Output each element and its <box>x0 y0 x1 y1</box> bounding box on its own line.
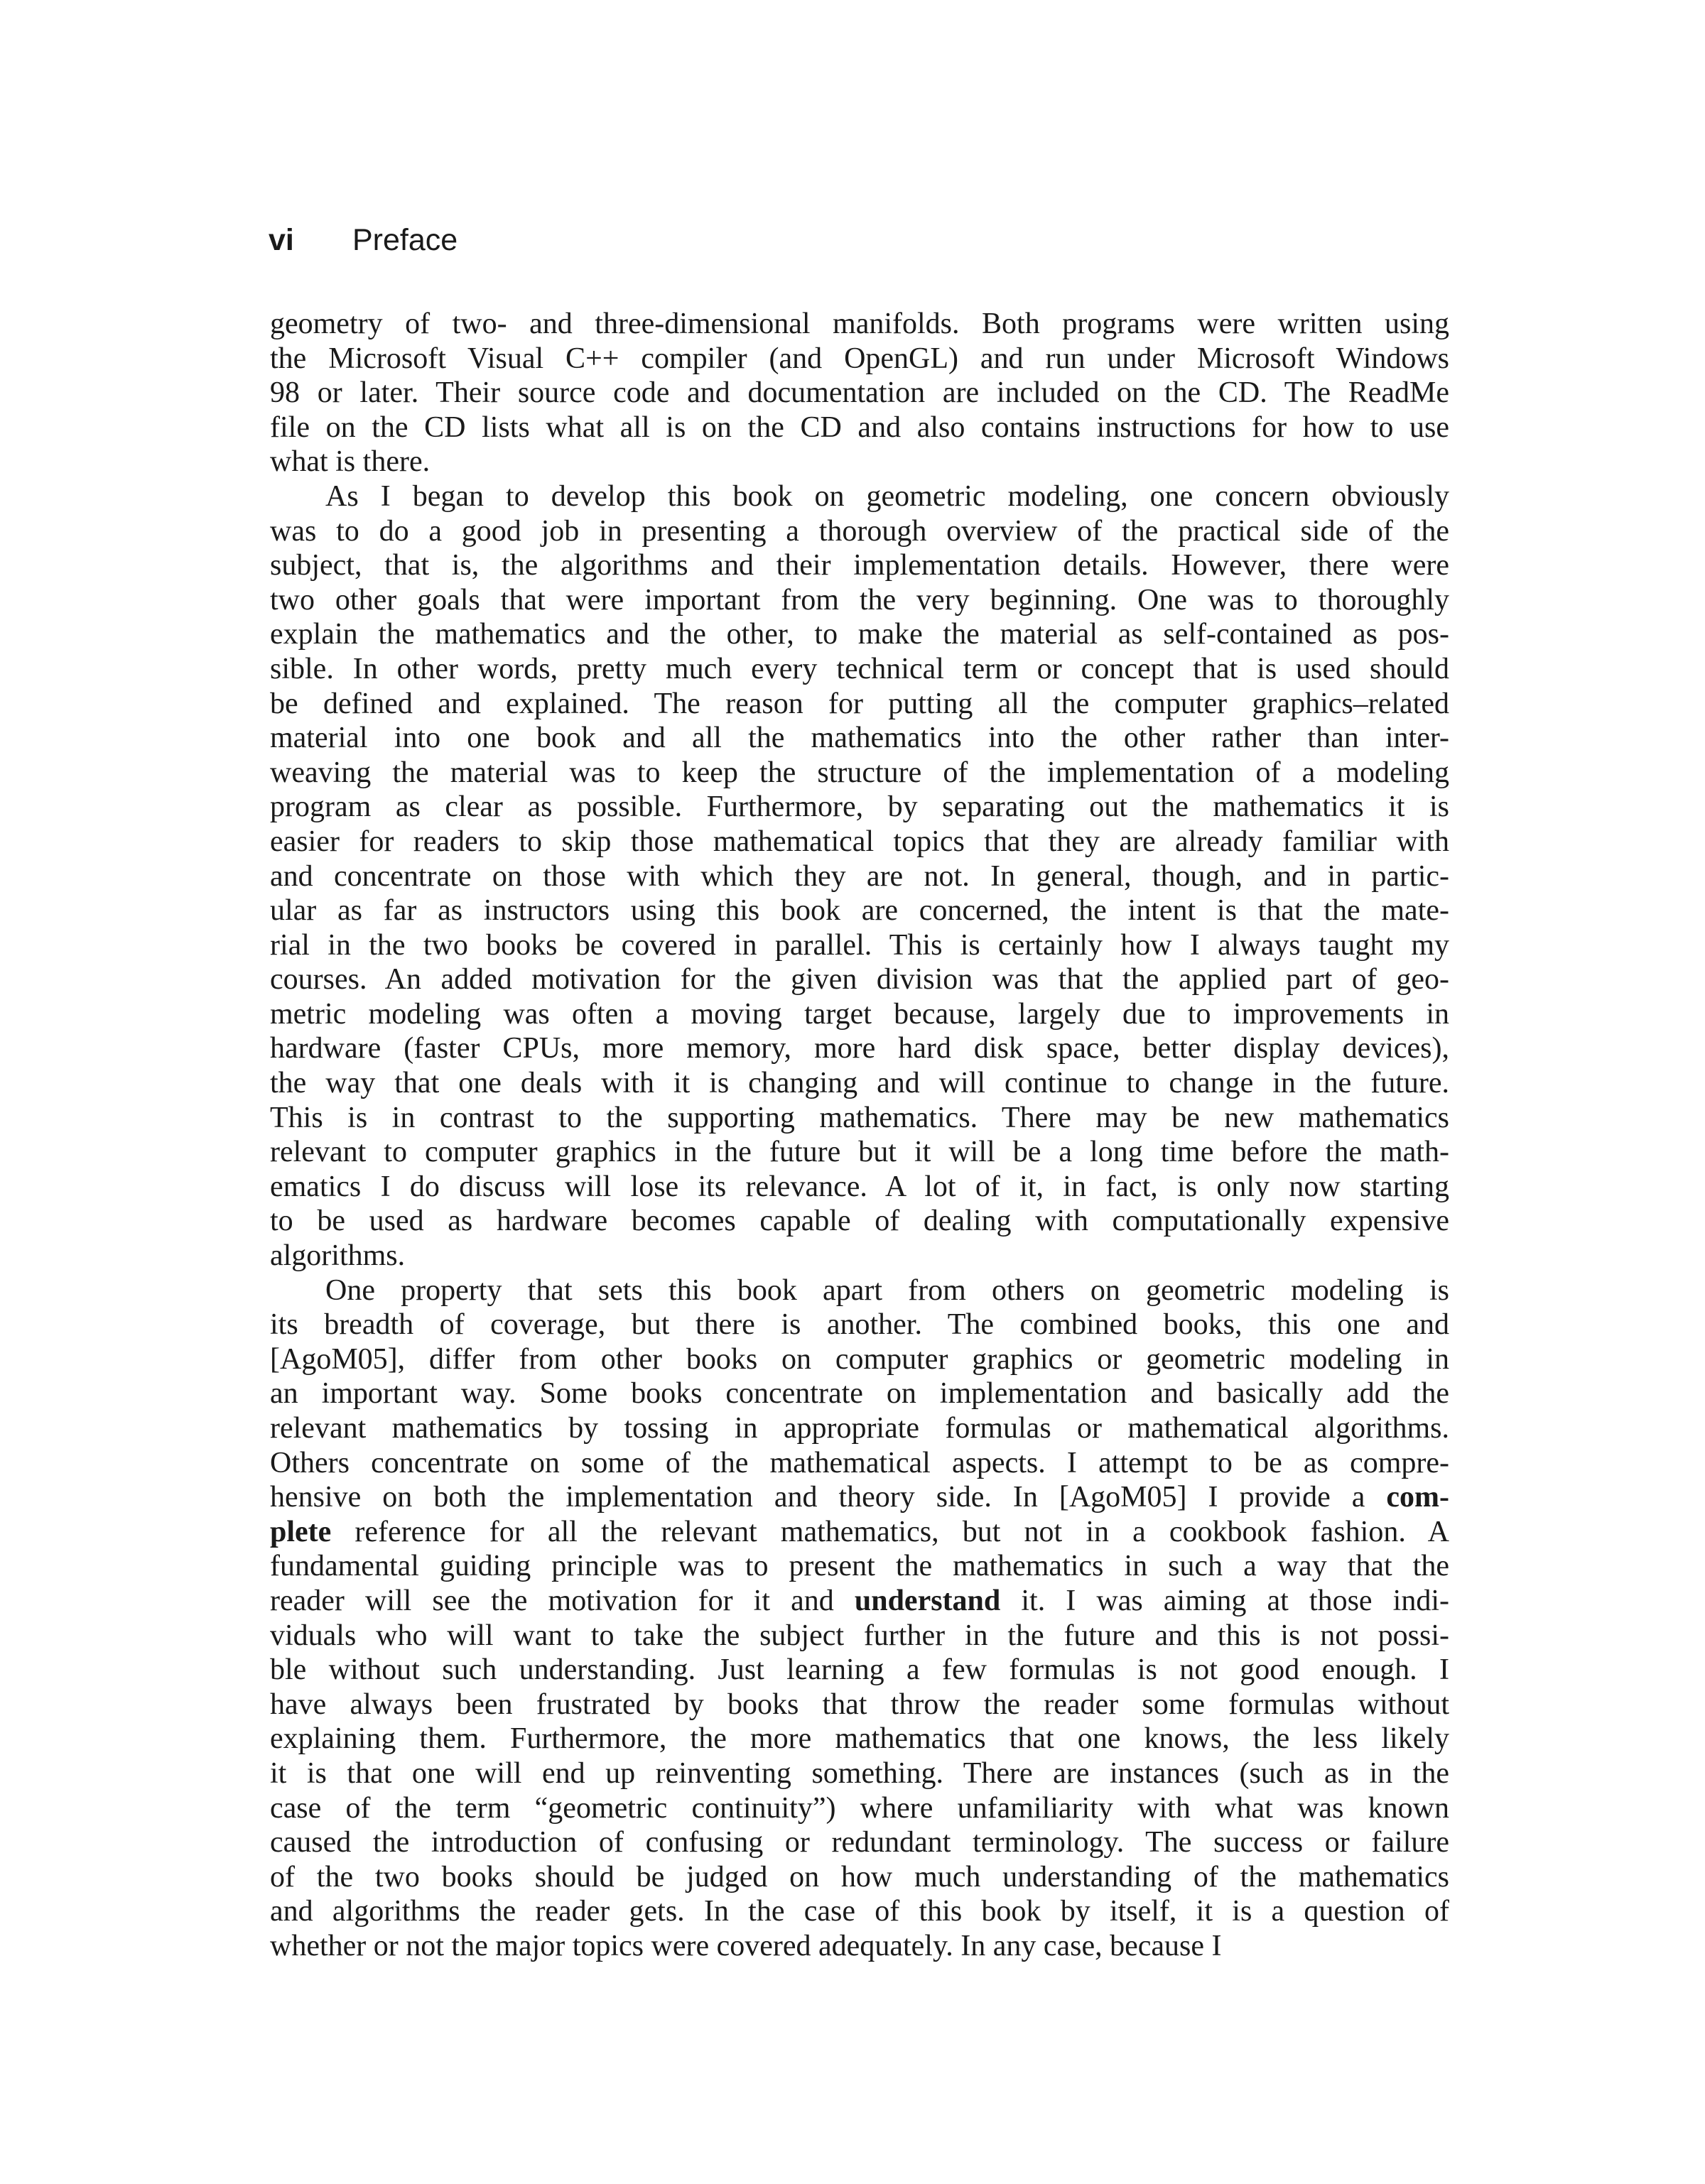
text-run: One property that sets this book apart from others on geometric modeling is <box>325 1273 1449 1307</box>
text-run: two other goals that were important from the very beginning. One was to thoroughly <box>270 583 1449 616</box>
bold-text-run: plete <box>270 1515 332 1548</box>
text-line <box>270 1756 1449 1791</box>
text-run: rial in the two books be covered in parallel. This is certainly how I always taught my <box>270 928 1449 962</box>
text-run: have always been frustrated by books that throw the reader some formulas without <box>270 1688 1449 1721</box>
text-line <box>270 687 1449 722</box>
text-line <box>270 617 1449 652</box>
text-line <box>270 479 1449 514</box>
text-line <box>270 1411 1449 1446</box>
text-line <box>270 1446 1449 1481</box>
text-line <box>270 1135 1449 1170</box>
text-run: case of the term “geometric continuity”) where unfamiliarity with what was known <box>270 1791 1449 1825</box>
body-text <box>270 307 1449 1964</box>
text-line <box>270 652 1449 687</box>
text-run: of the two books should be judged on how much understanding of the mathematics <box>270 1860 1449 1894</box>
text-run: fundamental guiding principle was to present the mathematics in such a way that the <box>270 1550 1449 1583</box>
text-run: the Microsoft Visual C++ compiler (and OpenGL) and run under Microsoft Windows <box>270 342 1449 375</box>
text-line <box>270 756 1449 791</box>
text-run: reference for all the relevant mathematics, but not in a cookbook fashion. A <box>331 1515 1449 1548</box>
text-line <box>270 1031 1449 1066</box>
text-run: and algorithms the reader gets. In the case of this book by itself, it is a question of <box>270 1895 1449 1928</box>
bold-text-run: understand <box>854 1584 1001 1617</box>
text-line <box>270 376 1449 411</box>
text-run: ematics I do discuss will lose its relevance. A lot of it, in fact, is only now starting <box>270 1170 1449 1203</box>
text-line <box>270 1066 1449 1101</box>
text-line <box>270 1549 1449 1584</box>
text-line <box>270 1584 1449 1619</box>
text-line <box>270 1204 1449 1239</box>
text-run: its breadth of coverage, but there is another. The combined books, this one and <box>270 1308 1449 1342</box>
text-line <box>270 1653 1449 1688</box>
text-line <box>270 1515 1449 1550</box>
text-line <box>270 1619 1449 1653</box>
text-run: explain the mathematics and the other, to make the material as self-contained as pos- <box>270 618 1449 651</box>
paragraph <box>270 307 1449 479</box>
text-line <box>270 342 1449 376</box>
text-run: ular as far as instructors using this book are concerned, the intent is that the mate- <box>270 894 1449 928</box>
text-line <box>270 1101 1449 1136</box>
text-line <box>270 1722 1449 1756</box>
text-line <box>270 1308 1449 1342</box>
text-line <box>270 859 1449 894</box>
text-run: hardware (faster CPUs, more memory, more hard disk space, better display devices), <box>270 1032 1449 1065</box>
paragraph <box>270 1273 1449 1964</box>
text-run: was to do a good job in presenting a thorough overview of the practical side of the <box>270 514 1449 548</box>
text-run: courses. An added motivation for the given division was that the applied part of geo- <box>270 963 1449 996</box>
page-number: vi <box>269 223 294 257</box>
text-line <box>270 997 1449 1032</box>
text-run: material into one book and all the mathematics into the other rather than inter- <box>270 722 1449 755</box>
text-run: viduals who will want to take the subject further in the future and this is not possi- <box>270 1619 1449 1652</box>
text-run: caused the introduction of confusing or redundant terminology. The success or failure <box>270 1826 1449 1859</box>
text-run: sible. In other words, pretty much every technical term or concept that is used should <box>270 652 1449 685</box>
text-line <box>270 411 1449 445</box>
text-run: ble without such understanding. Just learning a few formulas is not good enough. I <box>270 1653 1449 1687</box>
text-line <box>270 307 1449 342</box>
text-line <box>270 1376 1449 1411</box>
text-run: geometry of two- and three-dimensional manifolds. Both programs were written using <box>270 308 1449 340</box>
text-line <box>270 1894 1449 1929</box>
text-run: program as clear as possible. Furthermore, by separating out the mathematics it is <box>270 791 1449 824</box>
text-line <box>270 825 1449 859</box>
running-head <box>269 220 1476 260</box>
text-run: [AgoM05], differ from other books on computer graphics or geometric modeling in <box>270 1342 1449 1376</box>
text-run: to be used as hardware becomes capable of dealing with computationally expensive <box>270 1205 1449 1238</box>
text-line <box>270 1791 1449 1826</box>
text-run: explaining them. Furthermore, the more mathematics that one knows, the less likely <box>270 1722 1449 1756</box>
text-run: what is there. <box>270 445 431 479</box>
text-line <box>270 445 1449 479</box>
text-line <box>270 514 1449 549</box>
text-line <box>270 1342 1449 1377</box>
text-run: algorithms. <box>270 1239 406 1273</box>
text-line <box>270 1170 1449 1205</box>
text-run: subject, that is, the algorithms and their implementation details. However, there were <box>270 549 1449 582</box>
text-run: easier for readers to skip those mathematical topics that they are already familiar with <box>270 825 1449 858</box>
text-line <box>270 790 1449 825</box>
text-line <box>270 1688 1449 1722</box>
text-line <box>270 893 1449 928</box>
text-run: and concentrate on those with which they are not. In general, though, and in partic- <box>270 859 1449 893</box>
text-line <box>270 583 1449 618</box>
text-run: it is that one will end up reinventing something. There are instances (such as in the <box>270 1756 1449 1790</box>
text-run: This is in contrast to the supporting mathematics. There may be new mathematics <box>270 1101 1449 1134</box>
text-run: reader will see the motivation for it and <box>270 1584 855 1617</box>
text-run: the way that one deals with it is changing and will continue to change in the future. <box>270 1067 1449 1100</box>
text-line <box>270 548 1449 583</box>
text-run: an important way. Some books concentrate on implementation and basically add the <box>270 1377 1449 1411</box>
text-run: hensive on both the implementation and theory side. In [AgoM05] I provide a <box>270 1481 1387 1514</box>
text-line <box>270 1860 1449 1895</box>
text-line <box>270 1929 1449 1964</box>
text-line <box>270 1273 1449 1308</box>
text-run: relevant mathematics by tossing in appropriate formulas or mathematical algorithms. <box>270 1412 1449 1445</box>
text-line <box>270 1239 1449 1273</box>
paragraph <box>270 479 1449 1273</box>
text-run: Others concentrate on some of the mathematical aspects. I attempt to be as compre- <box>270 1446 1449 1479</box>
section-title: Preface <box>352 223 458 257</box>
text-run: weaving the material was to keep the structure of the implementation of a modeling <box>270 756 1449 789</box>
text-run: file on the CD lists what all is on the CD and also contains instructions for how to use <box>270 411 1449 444</box>
text-line <box>270 1480 1449 1515</box>
text-run: As I began to develop this book on geometric modeling, one concern obviously <box>325 479 1449 513</box>
text-run: be defined and explained. The reason for putting all the computer graphics–related <box>270 687 1449 720</box>
text-run: 98 or later. Their source code and documentation are included on the CD. The ReadMe <box>270 376 1449 410</box>
text-line <box>270 928 1449 963</box>
text-line <box>270 721 1449 756</box>
text-run: it. I was aiming at those indi- <box>1000 1584 1449 1617</box>
bold-text-run: com- <box>1386 1481 1449 1514</box>
text-run: metric modeling was often a moving target because, largely due to improvements in <box>270 997 1449 1031</box>
text-line <box>270 962 1449 997</box>
text-run: relevant to computer graphics in the future but it will be a long time before the math- <box>270 1136 1449 1169</box>
text-line <box>270 1825 1449 1860</box>
text-run: whether or not the major topics were covered adequately. In any case, because I <box>270 1929 1222 1962</box>
